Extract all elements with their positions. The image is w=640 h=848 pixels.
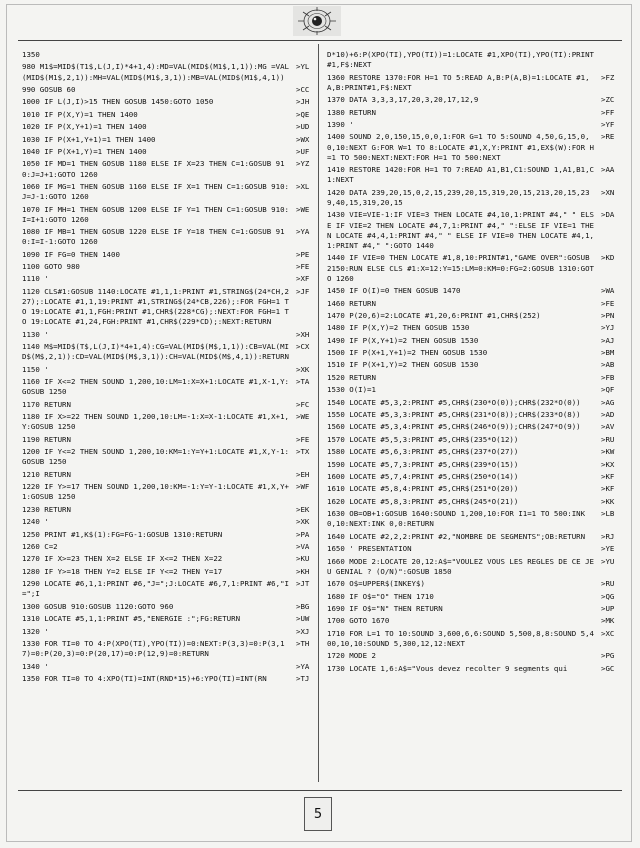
code-line <box>327 132 623 163</box>
checksum: >CC <box>296 84 310 94</box>
checksum: >KH <box>296 566 310 576</box>
header-emblem-icon <box>293 6 341 36</box>
checksum: >TA <box>296 377 310 387</box>
code-line <box>22 579 318 599</box>
code-line <box>22 505 318 515</box>
code-text: 1670 O$=UPPER$(INKEY$) <box>327 579 425 589</box>
code-line <box>22 287 318 328</box>
checksum: >EH <box>296 469 310 479</box>
code-line <box>22 122 318 132</box>
checksum: >BM <box>601 348 615 358</box>
checksum: >DA <box>601 210 615 220</box>
code-text: 1020 IF P(X,Y+1)=1 THEN 1400 <box>22 122 147 132</box>
code-text: 1160 IF X<=2 THEN SOUND 1,200,10:LM=1:X=X+1:LOCATE #1,X-1,Y:GOSUB 1250 <box>22 377 289 397</box>
code-line <box>22 97 318 107</box>
code-text: 1270 IF X>=23 THEN X=2 ELSE IF X<=2 THEN X=22 <box>22 554 223 564</box>
code-line <box>22 159 318 179</box>
code-line <box>22 205 318 225</box>
code-text: 1240 ' <box>22 517 49 527</box>
code-text: 1680 IF O$="O" THEN 1710 <box>327 591 434 601</box>
code-line <box>22 110 318 120</box>
listing-column-right <box>327 50 623 676</box>
checksum: >LB <box>601 509 615 519</box>
code-line <box>327 286 623 296</box>
code-line <box>22 517 318 527</box>
code-text: 1640 LOCATE #2,2,2:PRINT #2,"NOMBRE DE SEGMENTS";OB:RETURN <box>327 531 586 541</box>
code-text: 1450 IF O(I)=0 THEN GOSUB 1470 <box>327 286 461 296</box>
checksum: >RE <box>601 132 615 142</box>
checksum: >FE <box>296 262 310 272</box>
code-line <box>327 348 623 358</box>
code-text: 1350 FOR TI=0 TO 4:XPO(TI)=INT(RND*15)+6:YPO(TI)=INT(RN <box>22 673 267 683</box>
code-text: 1730 LOCATE 1,6:A$="Vous devez recolter 9 segments qui <box>327 663 568 673</box>
code-text: 1250 PRINT #1,K$(1):FG=FG-1:GOSUB 1310:RETURN <box>22 529 223 539</box>
checksum: >JF <box>296 286 310 296</box>
code-line <box>22 674 318 684</box>
checksum: >YL <box>296 62 310 72</box>
checksum: >TH <box>296 638 310 648</box>
code-line <box>327 165 623 185</box>
checksum: >JT <box>296 579 310 589</box>
checksum: >QE <box>296 109 310 119</box>
code-line <box>327 532 623 542</box>
checksum: >WX <box>296 134 310 144</box>
code-text: 1040 IF P(X+1,Y)=1 THEN 1400 <box>22 146 147 156</box>
code-line <box>327 664 623 674</box>
code-line <box>327 299 623 309</box>
bottom-rule <box>18 790 622 791</box>
code-line <box>327 616 623 626</box>
code-line <box>22 262 318 272</box>
checksum: >AJ <box>601 335 615 345</box>
code-line <box>327 120 623 130</box>
checksum: >WF <box>296 482 310 492</box>
code-line <box>327 484 623 494</box>
code-text: 1080 IF MB=1 THEN GOSUB 1220 ELSE IF Y=18 THEN C=1:GOSUB 910:I=I-1:GOTO 1260 <box>22 227 285 247</box>
code-line <box>22 639 318 659</box>
code-text: 1090 IF FG=0 THEN 1400 <box>22 249 120 259</box>
checksum: >YE <box>601 544 615 554</box>
code-line <box>327 447 623 457</box>
checksum: >XH <box>296 329 310 339</box>
code-text: 1370 DATA 3,3,3,17,20,3,20,17,12,9 <box>327 95 479 105</box>
code-text: 980 M1$=MID$(T1$,L(J,I)*4+1,4):MD=VAL(MID$(M1$,1,1)):MG =VAL(MID$(M1$,2,1)):MH=VAL(MID$(M1$,3,1)):MB=VAL(MID$(M1$,4,1)) <box>22 62 289 82</box>
code-text: 1100 GOTO 980 <box>22 262 80 272</box>
code-text: 1340 ' <box>22 661 49 671</box>
code-line <box>22 62 318 82</box>
checksum: >YZ <box>296 159 310 169</box>
checksum: >KF <box>601 472 615 481</box>
code-text: 1220 IF Y>=17 THEN SOUND 1,200,10:KM=-1:Y=Y-1:LOCATE #1,X,Y+1:GOSUB 1250 <box>22 482 289 502</box>
code-line <box>327 73 623 93</box>
code-line <box>327 311 623 321</box>
code-line <box>22 365 318 375</box>
code-text: 1120 CLS#1:GOSUB 1140:LOCATE #1,1,1:PRINT #1,STRING$(24*CH,227);:LOCATE #1,1,19:PRINT #1,STRING$(24*CB,226);:FOR FGH=1 TO 19:LOCATE #1,1,FGH:PRINT #1,CHR$(228*CG);:NEXT:FOR FGH=1 TO 19:LOCATE #1,24,FGH:PRINT #1,CHR$(229*CD);:NEXT:RETURN <box>22 286 289 327</box>
code-text: 1050 IF MD=1 THEN GOSUB 1180 ELSE IF X=23 THEN C=1:GOSUB 910:J=J+1:GOTO 1260 <box>22 159 285 179</box>
checksum: >EK <box>296 504 310 514</box>
checksum: >YF <box>601 119 615 129</box>
code-text: 1200 IF Y<=2 THEN SOUND 1,200,10:KM=1:Y=Y+1:LOCATE #1,X,Y-1:GOSUB 1250 <box>22 447 289 467</box>
checksum: >PN <box>601 310 615 320</box>
code-text: 1230 RETURN <box>22 504 71 514</box>
checksum: >FC <box>296 399 310 409</box>
checksum: >KK <box>601 496 615 506</box>
code-text: 1570 LOCATE #5,5,3:PRINT #5,CHR$(235*O(12)) <box>327 434 519 444</box>
code-text: 1710 FOR L=1 TO 10:SOUND 3,600,6,6:SOUND 5,500,8,8:SOUND 5,400,10,10:SOUND 5,300,12,12:NEXT <box>327 628 594 648</box>
code-line <box>327 336 623 346</box>
checksum: >XK <box>296 364 310 374</box>
code-text: 1410 RESTORE 1420:FOR H=1 TO 7:READ A1,B1,C1:SOUND 1,A1,B1,C1:NEXT <box>327 165 594 185</box>
code-text: 1330 FOR TI=0 TO 4:P(XPO(TI),YPO(TI))=0:NEXT:P(3,3)=0:P(3,17)=0:P(20,3)=0:P(20,17)=0:P(12,9)=0:RETURN <box>22 638 285 659</box>
code-line <box>22 412 318 432</box>
code-text: 1300 GOSUB 910:GOSUB 1120:GOTO 960 <box>22 601 174 611</box>
code-line <box>327 188 623 208</box>
code-line <box>327 435 623 445</box>
code-text: 1010 IF P(X,Y)=1 THEN 1400 <box>22 109 138 119</box>
checksum: >XJ <box>296 626 310 636</box>
code-line <box>22 342 318 362</box>
code-line <box>22 602 318 612</box>
code-text: 1500 IF P(X+1,Y+1)=2 THEN GOSUB 1530 <box>327 348 488 358</box>
code-line <box>22 135 318 145</box>
code-text: 1620 LOCATE #5,8,3:PRINT #5,CHR$(245*O(21)) <box>327 496 519 506</box>
checksum: >TJ <box>296 673 310 683</box>
code-line <box>22 447 318 467</box>
checksum: >UW <box>296 614 310 624</box>
top-rule <box>18 40 622 41</box>
checksum: >PA <box>296 529 310 539</box>
code-line <box>22 330 318 340</box>
code-text: 1070 IF MH=1 THEN GOSUB 1200 ELSE IF Y=1 THEN C=1:GOSUB 910:I=I+1:GOTO 1260 <box>22 204 289 224</box>
checksum: >RU <box>601 434 615 444</box>
code-line <box>22 274 318 284</box>
code-text: 1290 LOCATE #6,1,1:PRINT #6,"J=";J:LOCATE #6,7,1:PRINT #6,"I=";I <box>22 579 289 599</box>
code-text: 1520 RETURN <box>327 372 376 382</box>
code-text: 1210 RETURN <box>22 469 71 479</box>
code-text: 1580 LOCATE #5,6,3:PRINT #5,CHR$(237*O(27)) <box>327 447 519 457</box>
checksum: >RJ <box>601 531 615 541</box>
checksum: >FZ <box>601 72 615 82</box>
code-line <box>327 95 623 105</box>
code-line <box>22 662 318 672</box>
code-text: 1590 LOCATE #5,7,3:PRINT #5,CHR$(239*O(15)) <box>327 459 519 469</box>
checksum: >GC <box>601 663 615 673</box>
code-text: 1000 IF L(J,I)>15 THEN GOSUB 1450:GOTO 1050 <box>22 97 214 107</box>
code-text: 1660 MODE 2:LOCATE 20,12:A$="VOULEZ VOUS LES REGLES DE CE JEU GENIAL ? (O/N)":GOSUB 1850 <box>327 556 594 576</box>
code-line <box>327 360 623 370</box>
code-line <box>22 627 318 637</box>
checksum: >ZC <box>601 95 615 105</box>
code-text: 1110 ' <box>22 274 49 284</box>
code-line <box>22 147 318 157</box>
checksum: >AD <box>601 410 615 420</box>
checksum: >XF <box>296 274 310 284</box>
checksum: >AG <box>601 397 615 407</box>
checksum: >BG <box>296 601 310 611</box>
checksum: >KW <box>601 447 615 457</box>
code-text: 1390 ' <box>327 119 354 129</box>
code-text: 1360 RESTORE 1370:FOR H=1 TO 5:READ A,B:P(A,B)=1:LOCATE #1,A,B:PRINT#1,F$:NEXT <box>327 72 590 92</box>
code-text: 1060 IF MG=1 THEN GOSUB 1160 ELSE IF X=1 THEN C=1:GOSUB 910:J=J-1:GOTO 1260 <box>22 181 289 202</box>
checksum: >YA <box>296 227 310 237</box>
code-text: 1400 SOUND 2,0,150,15,0,0,1:FOR G=1 TO 5:SOUND 4,50,G,15,0,0,10:NEXT G:FOR W=1 TO 8:LOCATE #1,X,Y:PRINT #1,EX$(W):FOR H=1 TO 500:NEXT:NEXT:FOR H=1 TO 500:NEXT <box>327 132 594 162</box>
checksum: >MK <box>601 616 615 626</box>
code-line <box>22 227 318 247</box>
code-text: 1610 LOCATE #5,8,4:PRINT #5,CHR$(251*O(20)) <box>327 484 519 494</box>
code-text: 1490 IF P(X,Y+1)=2 THEN GOSUB 1530 <box>327 335 479 345</box>
checksum: >KX <box>601 459 615 469</box>
code-line <box>22 85 318 95</box>
code-text: 1560 LOCATE #5,3,4:PRINT #5,CHR$(246*O(9));CHR$(247*O(9)) <box>327 422 581 432</box>
code-line <box>327 398 623 408</box>
code-line <box>327 373 623 383</box>
checksum: >RU <box>601 579 615 589</box>
checksum: >QG <box>601 591 615 601</box>
code-text: 1280 IF Y>=18 THEN Y=2 ELSE IF Y<=2 THEN Y=17 <box>22 566 223 576</box>
checksum: >WE <box>296 412 310 422</box>
code-line <box>22 182 318 202</box>
code-text: 990 GOSUB 60 <box>22 84 76 94</box>
checksum: >PE <box>296 249 310 259</box>
column-divider <box>318 44 319 782</box>
code-text: 1420 DATA 239,20,15,0,2,15,239,20,15,319,20,15,213,20,15,239,40,15,319,20,15 <box>327 187 590 207</box>
code-line <box>327 422 623 432</box>
code-line <box>22 554 318 564</box>
checksum: >KU <box>296 554 310 564</box>
checksum: >FE <box>296 434 310 444</box>
code-line <box>327 544 623 554</box>
checksum: >AA <box>601 165 615 175</box>
code-text: 1510 IF P(X+1,Y)=2 THEN GOSUB 1530 <box>327 360 479 370</box>
code-line <box>327 472 623 482</box>
checksum: >WA <box>601 286 615 296</box>
code-line <box>327 410 623 420</box>
code-text: 1320 ' <box>22 626 49 636</box>
code-text: 1700 GOTO 1670 <box>327 616 390 626</box>
checksum: >YU <box>601 556 615 566</box>
code-text: 1190 RETURN <box>22 434 71 444</box>
code-line <box>22 614 318 624</box>
checksum: >AV <box>601 422 615 432</box>
code-text: 1550 LOCATE #5,3,3:PRINT #5,CHR$(231*O(8));CHR$(233*O(8)) <box>327 410 581 420</box>
code-line <box>22 542 318 552</box>
code-line <box>22 250 318 260</box>
code-text: 1530 O(I)=1 <box>327 385 376 395</box>
code-line <box>327 557 623 577</box>
code-line <box>327 629 623 649</box>
code-text: 1630 OB=OB+1:GOSUB 1640:SOUND 1,200,10:FOR I1=1 TO 500:INK 0,10:NEXT:INK 0,0:RETURN <box>327 509 590 529</box>
code-line <box>327 651 623 661</box>
code-text: 1030 IF P(X+1,Y+1)=1 THEN 1400 <box>22 134 156 144</box>
code-text: 1140 M$=MID$(T$,L(J,I)*4+1,4):CG=VAL(MID$(M$,1,1)):CB=VAL(MID$(M$,2,1)):CD=VAL(MID$(M$,3,1)):CH=VAL(MID$(M$,4,1)):RETURN <box>22 342 289 362</box>
code-line <box>22 50 318 60</box>
checksum: >KF <box>601 484 615 494</box>
code-line <box>22 567 318 577</box>
checksum: >XK <box>296 517 310 527</box>
code-text: D*10)+6:P(XPO(TI),YPO(TI))=1:LOCATE #1,XPO(TI),YPO(TI):PRINT#1,F$:NEXT <box>327 50 594 70</box>
checksum: >JH <box>296 97 310 107</box>
checksum: >XC <box>601 628 615 638</box>
checksum: >AB <box>601 360 615 370</box>
checksum: >UP <box>601 603 615 613</box>
code-line <box>327 509 623 529</box>
checksum: >FE <box>601 298 615 308</box>
checksum: >UF <box>296 146 310 156</box>
code-text: 1380 RETURN <box>327 107 376 117</box>
checksum: >PG <box>601 651 615 661</box>
checksum: >TX <box>296 447 310 457</box>
code-line <box>327 323 623 333</box>
checksum: >XL <box>296 181 310 191</box>
checksum: >WE <box>296 204 310 214</box>
code-line <box>327 253 623 284</box>
code-line <box>327 497 623 507</box>
checksum: >XN <box>601 187 615 197</box>
code-line <box>22 435 318 445</box>
listing-column-left <box>22 50 318 686</box>
code-line <box>22 470 318 480</box>
code-text: 1130 ' <box>22 329 49 339</box>
code-line <box>327 592 623 602</box>
code-text: 1260 C=2 <box>22 541 58 551</box>
code-text: 1180 IF X>=22 THEN SOUND 1,200,10:LM=-1:X=X-1:LOCATE #1,X+1,Y:GOSUB 1250 <box>22 412 289 432</box>
code-text: 1480 IF P(X,Y)=2 THEN GOSUB 1530 <box>327 323 470 333</box>
page-number: 5 <box>304 797 332 831</box>
checksum: >UD <box>296 122 310 132</box>
code-text: 1430 VIE=VIE-1:IF VIE=3 THEN LOCATE #4,10,1:PRINT #4," " ELSE IF VIE=2 THEN LOCATE #4,7,1:PRINT #4," ":ELSE IF VIE=1 THEN LOCATE #4,4,1:PRINT #4," " ELSE IF VIE=0 THEN LOCATE #4,1,1:PRINT #4," ":GOTO 1440 <box>327 210 594 250</box>
code-line <box>327 50 623 70</box>
checksum: >CX <box>296 342 310 352</box>
checksum: >YA <box>296 661 310 671</box>
code-line <box>327 460 623 470</box>
code-text: 1350 <box>22 50 40 59</box>
code-text: 1540 LOCATE #5,3,2:PRINT #5,CHR$(230*O(0));CHR$(232*O(0)) <box>327 397 581 407</box>
code-text: 1150 ' <box>22 364 49 374</box>
checksum: >QF <box>601 385 615 395</box>
code-text: 1690 IF O$="N" THEN RETURN <box>327 603 443 613</box>
code-text: 1440 IF VIE=0 THEN LOCATE #1,8,10:PRINT#1,"GAME OVER":GOSUB 2150:RUN ELSE CLS #1:X=12:Y=15:LM=0:KM=0:FG=2:GOSUB 1310:GOTO 1260 <box>327 253 594 283</box>
code-text: 1460 RETURN <box>327 298 376 308</box>
code-line <box>22 377 318 397</box>
code-text: 1650 ' PRESENTATION <box>327 544 412 554</box>
checksum: >YJ <box>601 323 615 333</box>
code-text: 1310 LOCATE #5,1,1:PRINT #5,"ENERGIE :";FG:RETURN <box>22 614 241 624</box>
code-line <box>327 604 623 614</box>
code-line <box>327 108 623 118</box>
code-line <box>22 482 318 502</box>
code-line <box>22 530 318 540</box>
code-line <box>327 385 623 395</box>
code-text: 1600 LOCATE #5,7,4:PRINT #5,CHR$(250*O(14)) <box>327 472 519 481</box>
code-line <box>327 579 623 589</box>
code-text: 1170 RETURN <box>22 399 71 409</box>
code-line <box>327 210 623 251</box>
checksum: >FF <box>601 107 615 117</box>
code-text: 1720 MODE 2 <box>327 651 376 661</box>
checksum: >KD <box>601 253 615 263</box>
checksum: >FB <box>601 372 615 382</box>
checksum: >VA <box>296 541 310 551</box>
code-text: 1470 P(20,6)=2:LOCATE #1,20,6:PRINT #1,CHR$(252) <box>327 310 541 320</box>
code-line <box>22 400 318 410</box>
